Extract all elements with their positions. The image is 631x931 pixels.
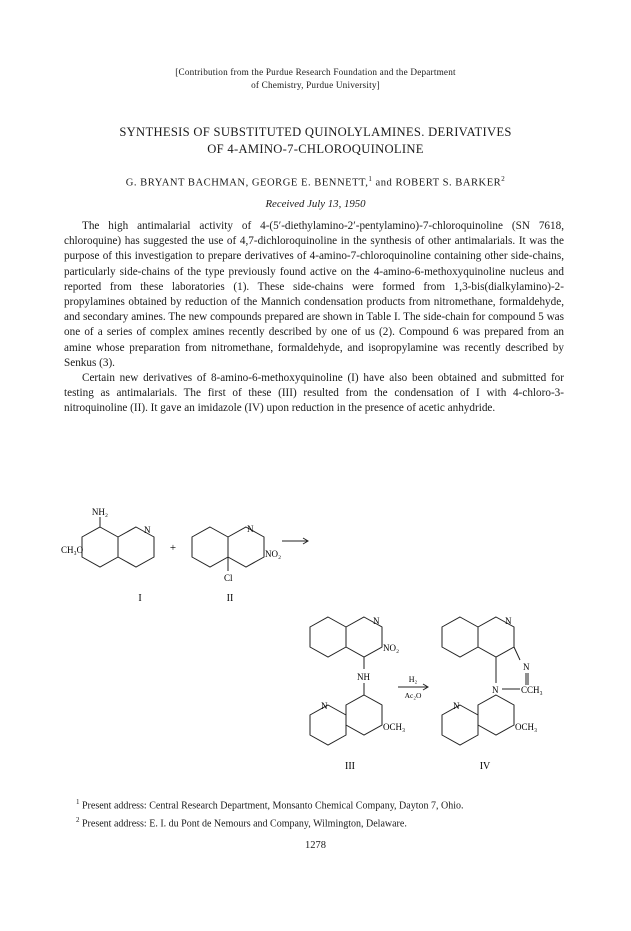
ac2o-reagent: Ac₂O bbox=[404, 691, 422, 700]
cl-label: Cl bbox=[224, 573, 233, 583]
nh2-label: NH₂ bbox=[91, 507, 109, 517]
footnote-ref-2[interactable]: 2 bbox=[501, 175, 506, 183]
footnote-2-text: Present address: E. I. du Pont de Nemours and Company, Wilmington, Delaware. bbox=[79, 818, 407, 830]
ring-N-label-III: N bbox=[373, 616, 380, 626]
body-paragraph-2: Certain new derivatives of 8-amino-6-methoxyquinoline (I) have also been obtained and submitted for testing as antimalarials. The first of these (III) resulted from the condensation of I with 4-chloro-3-nitroquinoline (II). It gave an imidazole (IV) upon reduction in the presence of acetic anhydride. bbox=[64, 372, 564, 415]
title-line-2: OF 4-AMINO-7-CHLOROQUINOLINE bbox=[207, 142, 424, 156]
ring-N-label-I: N bbox=[144, 525, 151, 535]
received-date: Received July 13, 1950 bbox=[265, 198, 366, 210]
footnote-ref-1[interactable]: 1 bbox=[368, 175, 373, 183]
imidazole-N-label: N bbox=[523, 662, 530, 672]
imidazole-N-label-2: N bbox=[492, 685, 499, 695]
footnote-1 bbox=[64, 795, 564, 813]
contribution-line-1: [Contribution from the Purdue Research Foundation and the Department bbox=[175, 67, 456, 77]
no2-label-III: NO₂ bbox=[383, 643, 400, 653]
ring-N-label-IV: N bbox=[505, 616, 512, 626]
title-line-1: SYNTHESIS OF SUBSTITUTED QUINOLYLAMINES. DERIVATIVES bbox=[119, 125, 512, 139]
h2-reagent: H₂ bbox=[408, 675, 418, 684]
label-III: III bbox=[345, 761, 355, 772]
authors-and: and bbox=[372, 177, 396, 189]
footnote-1-mark: 1 bbox=[76, 798, 80, 806]
authors-part-a: G. BRYANT BACHMAN, GEORGE E. BENNETT, bbox=[125, 177, 369, 189]
ring-N-label-III-lower: N bbox=[321, 701, 328, 711]
contribution-line-2: of Chemistry, Purdue University] bbox=[251, 80, 380, 90]
ch3o-label: CH₃O bbox=[61, 545, 84, 555]
footnote-2 bbox=[64, 813, 564, 831]
ring-II-right bbox=[228, 527, 264, 567]
author-line bbox=[60, 175, 571, 189]
ring-I-left bbox=[82, 527, 118, 567]
cch3-label: CCH₃ bbox=[521, 685, 543, 695]
authors-part-b: ROBERT S. BARKER bbox=[395, 177, 502, 189]
footnotes bbox=[64, 795, 564, 832]
och3-label-III: OCH₃ bbox=[383, 722, 406, 732]
ring-II-left bbox=[192, 527, 228, 567]
nh-label: NH bbox=[357, 672, 370, 682]
page-number: 1278 bbox=[305, 840, 326, 851]
article-body bbox=[64, 219, 564, 417]
ring-N-label-II: N bbox=[247, 524, 254, 534]
body-paragraph-1: The high antimalarial activity of 4-(5′-diethylamino-2′-pentylamino)-7-chloroquinoline (SN 7618, chloroquine) has suggested the use of 4,7-dichloroquinoline in the synthesis of other antimalarials. It was the purpose of this investigation to prepare derivatives of 4-amino-7-chloroquinoline containing other side-chains, particularly side-chains of the type previously found active on the 4-amino-6-methoxyquinoline nucleus and reported from these laboratories (1). These side-chains were formed from 1,3-bis(dialkylamino)-2-propylamines obtained by reduction of the Mannich condensation products from nitromethane, formaldehyde, and secondary amines. The new compounds prepared are shown in Table I. The side-chain for compound 5 was one of a series of complex amines recently described by one of us (2). Compound 6 was prepared from an amine whose preparation from nitromethane, formaldehyde, and isopropylamine was recently described by Senkus (3). bbox=[64, 220, 564, 369]
och3-label-IV: OCH₃ bbox=[515, 722, 538, 732]
contribution-heading bbox=[60, 66, 571, 92]
reaction-scheme-2 bbox=[280, 605, 580, 785]
footnote-1-text: Present address: Central Research Department, Monsanto Chemical Company, Dayton 7, Ohio. bbox=[79, 800, 464, 812]
ring-N-label-IV-lower: N bbox=[453, 701, 460, 711]
no2-label: NO₂ bbox=[265, 549, 282, 559]
article-title bbox=[60, 124, 571, 158]
label-IV: IV bbox=[479, 761, 491, 772]
footnote-2-mark: 2 bbox=[76, 816, 80, 825]
plus-sign: + bbox=[169, 542, 177, 554]
label-II: II bbox=[226, 593, 234, 604]
label-I: I bbox=[138, 593, 142, 604]
